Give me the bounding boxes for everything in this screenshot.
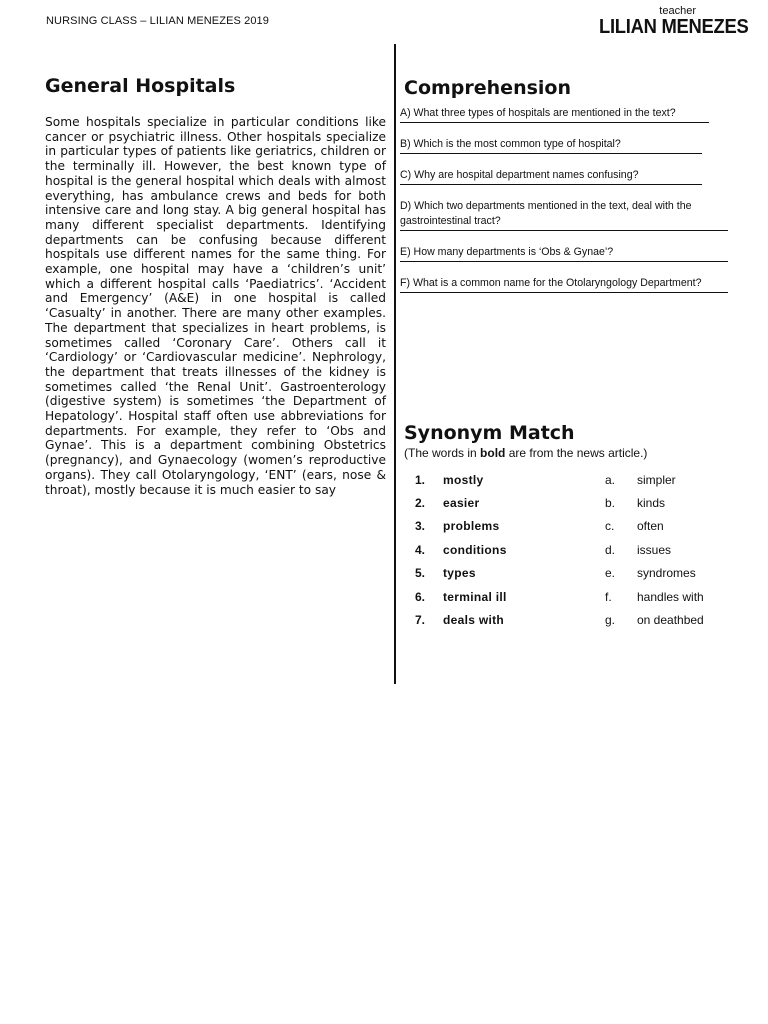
question-list xyxy=(400,106,730,293)
synonym-list xyxy=(404,468,734,632)
header-class-title: NURSING CLASS – LILIAN MENEZES 2019 xyxy=(46,15,269,27)
synonym-row xyxy=(404,608,734,631)
item-word[interactable]: terminal ill xyxy=(443,589,507,604)
option-letter: c. xyxy=(605,519,615,534)
item-word[interactable]: mostly xyxy=(443,472,484,487)
question-item xyxy=(400,137,730,154)
option-word[interactable]: simpler xyxy=(637,472,676,487)
synonym-row xyxy=(404,491,734,514)
option-word[interactable]: kinds xyxy=(637,496,666,511)
synonym-title: Synonym Match xyxy=(404,422,575,444)
question-item xyxy=(400,106,730,123)
synonym-row xyxy=(404,468,734,491)
synonym-instructions xyxy=(404,445,734,461)
synonym-row xyxy=(404,515,734,538)
comprehension-title: Comprehension xyxy=(404,77,571,99)
synonym-section xyxy=(404,421,734,632)
question-text: A) What three types of hospitals are mentioned in the text? xyxy=(400,107,676,119)
option-word[interactable]: syndromes xyxy=(637,566,696,581)
option-letter: d. xyxy=(605,542,616,557)
option-word[interactable]: on deathbed xyxy=(637,613,704,628)
comprehension-section xyxy=(400,74,730,307)
answer-line[interactable] xyxy=(400,153,702,154)
brand-logo xyxy=(586,6,748,38)
item-word[interactable]: easier xyxy=(443,496,480,511)
option-word[interactable]: often xyxy=(637,519,664,534)
article-body: Some hospitals specialize in particular conditions like cancer or psychiatric illness. Other hospitals specialize in particular types of patients like geriatrics, children or the terminally ill. However, the best known type of hospital is the general hospital which deals with almost everything, has ambulance crews and beds for both intensive care and long stay. A big general hospital has many different specialist departments. Identifying departments can be confusing because different hospitals use different names for the same thing. For example, one hospital may have a ‘children’s unit’ which a different hospital calls ‘Paediatrics’. ‘Accident and Emergency’ (A&E) in one hospital is called ‘Casualty’ in another. There are many other examples. The department that specializes in heart problems, is sometimes called ‘Coronary Care’. Others call it ‘Cardiology’ or ‘Cardiovascular medicine’. Nephrology, the department that treats illnesses of the kidney is sometimes called ‘the Renal Unit’. Gastroenterology (digestive system) is sometimes ‘the Department of Hepatology’. Hospital staff often use abbreviations for departments. For example, they refer to ‘Obs and Gynae’. This is a department combining Obstetrics (pregnancy), and Gynaecology (women’s reproductive organs). They call Otolaryngology, ‘ENT’ (ears, nose & throat), mostly because it is much easier to say xyxy=(45,115,386,497)
item-number: 5. xyxy=(415,566,426,581)
item-number: 6. xyxy=(415,589,426,604)
option-word[interactable]: issues xyxy=(637,542,672,557)
answer-line[interactable] xyxy=(400,230,728,231)
question-text: F) What is a common name for the Otolaryngology Department? xyxy=(400,277,702,289)
brand-tagline: teacher xyxy=(659,5,696,17)
article-title: General Hospitals xyxy=(45,75,236,97)
question-item xyxy=(400,245,730,262)
question-text: B) Which is the most common type of hospital? xyxy=(400,138,621,150)
instructions-pre: (The words in xyxy=(404,446,481,460)
item-number: 7. xyxy=(415,613,426,628)
question-item xyxy=(400,276,730,293)
option-letter: e. xyxy=(605,566,616,581)
synonym-row xyxy=(404,562,734,585)
question-item xyxy=(400,168,730,185)
answer-line[interactable] xyxy=(400,292,728,293)
item-word[interactable]: deals with xyxy=(443,613,505,628)
item-number: 3. xyxy=(415,519,426,534)
item-word[interactable]: problems xyxy=(443,519,500,534)
item-word[interactable]: types xyxy=(443,566,476,581)
answer-line[interactable] xyxy=(400,184,702,185)
option-word[interactable]: handles with xyxy=(637,589,704,604)
instructions-post: are from the news article.) xyxy=(505,446,648,460)
question-text: D) Which two departments mentioned in the text, deal with the gastrointestinal tract? xyxy=(400,200,692,227)
instructions-bold: bold xyxy=(480,446,506,460)
brand-name: LILIAN MENEZES xyxy=(598,16,748,38)
answer-line[interactable] xyxy=(400,122,709,123)
option-letter: a. xyxy=(605,472,616,487)
column-divider xyxy=(394,44,396,684)
item-number: 1. xyxy=(415,472,426,487)
synonym-row xyxy=(404,585,734,608)
synonym-row xyxy=(404,538,734,561)
item-number: 4. xyxy=(415,542,426,557)
article-column xyxy=(45,74,386,497)
question-text: E) How many departments is ‘Obs & Gynae’? xyxy=(400,246,614,258)
item-number: 2. xyxy=(415,496,426,511)
answer-line[interactable] xyxy=(400,261,728,262)
option-letter: g. xyxy=(605,613,616,628)
question-text: C) Why are hospital department names confusing? xyxy=(400,169,639,181)
question-item xyxy=(400,199,730,231)
option-letter: f. xyxy=(605,589,612,604)
item-word[interactable]: conditions xyxy=(443,542,507,557)
option-letter: b. xyxy=(605,496,616,511)
